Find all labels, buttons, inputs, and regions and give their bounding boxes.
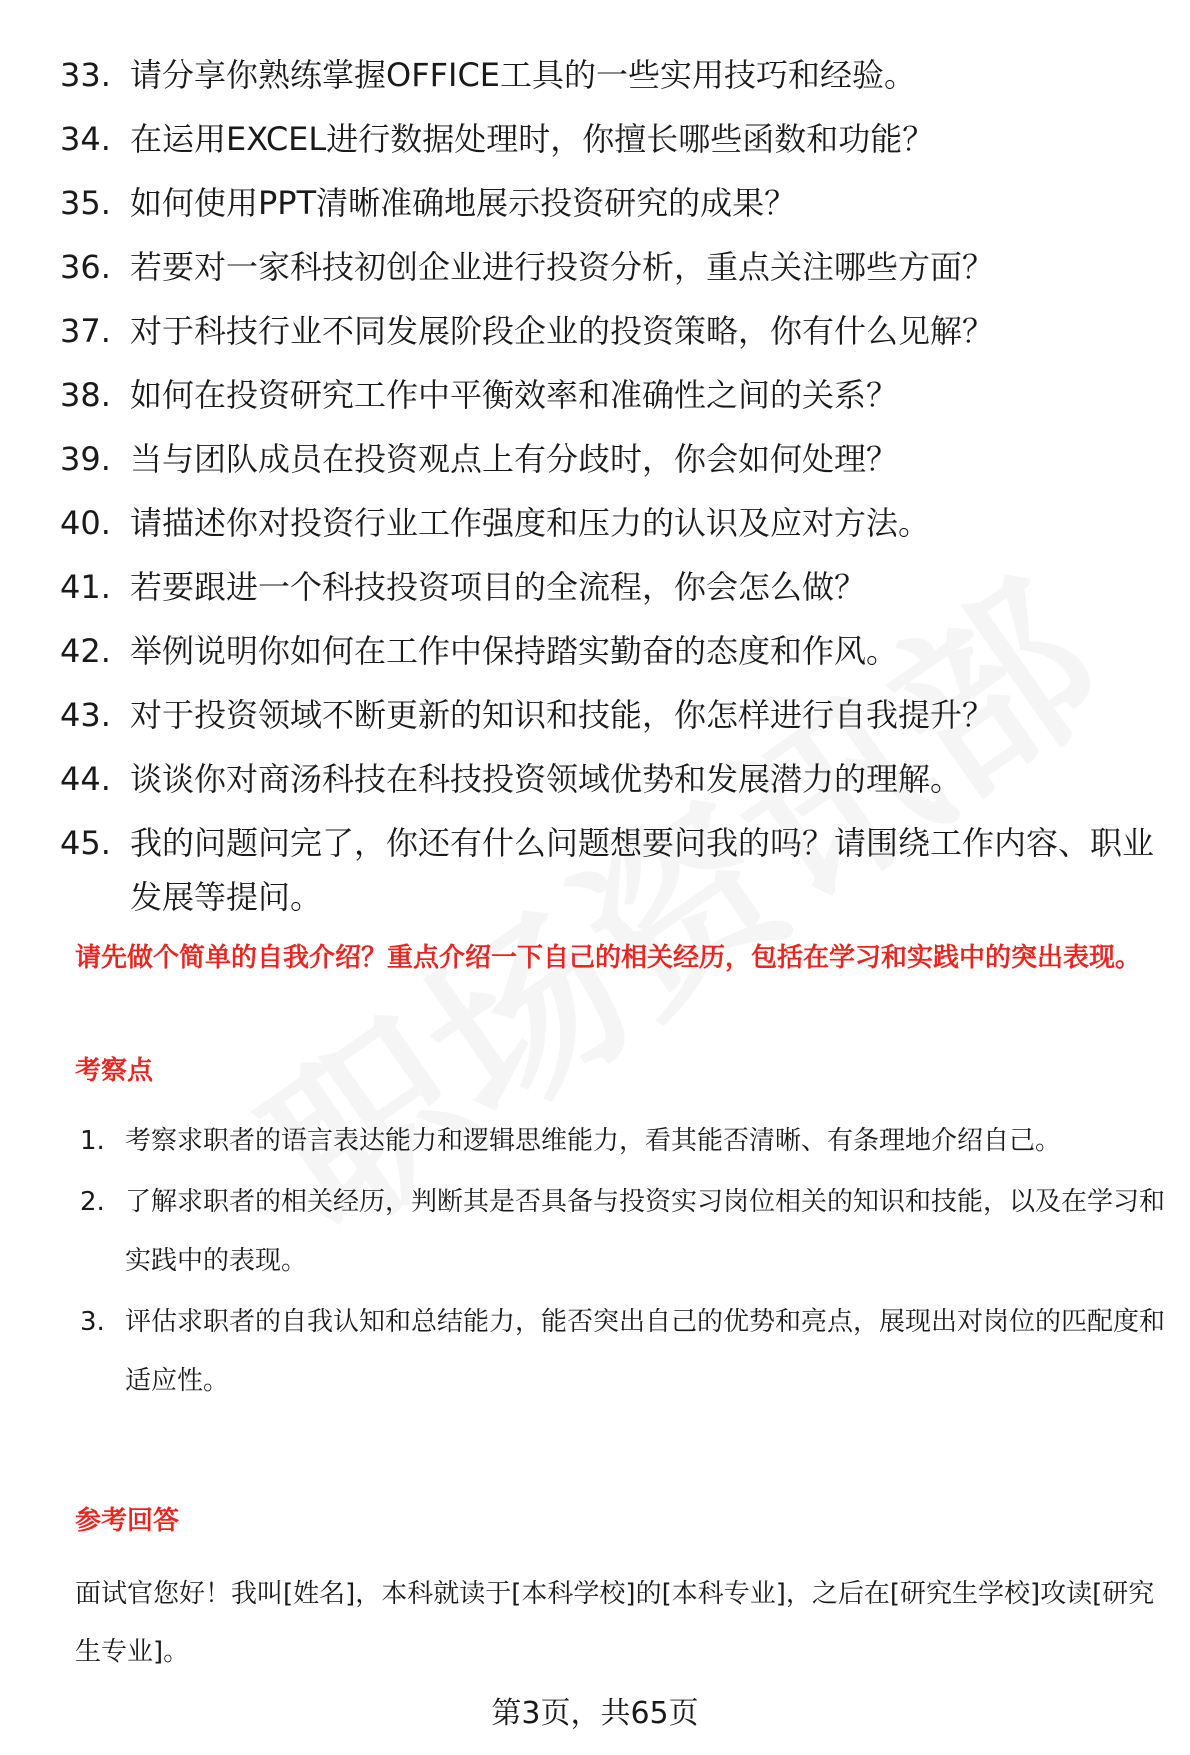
question-item — [60, 624, 1160, 678]
question-item — [60, 112, 1160, 166]
point-number: 2. — [80, 1187, 105, 1217]
question-text: 对于投资领域不断更新的知识和技能，你怎样进行自我提升？ — [130, 696, 995, 734]
question-number: 36. — [60, 248, 111, 286]
point-item — [80, 1293, 1165, 1411]
point-item — [80, 1173, 1165, 1291]
question-text: 在运用EXCEL进行数据处理时，你擅长哪些函数和功能？ — [130, 120, 935, 158]
question-number: 35. — [60, 184, 111, 222]
point-text: 评估求职者的自我认知和总结能力，能否突出自己的优势和亮点，展现出对岗位的匹配度和适应性。 — [125, 1307, 1166, 1396]
question-text: 我的问题问完了，你还有什么问题想要问我的吗？请围绕工作内容、职业发展等提问。 — [130, 824, 1155, 916]
question-number: 39. — [60, 440, 111, 478]
question-number: 41. — [60, 568, 111, 606]
question-text: 请分享你熟练掌握OFFICE工具的一些实用技巧和经验。 — [130, 56, 917, 94]
question-text: 举例说明你如何在工作中保持踏实勤奋的态度和作风。 — [130, 632, 899, 670]
question-text: 如何在投资研究工作中平衡效率和准确性之间的关系？ — [130, 376, 899, 414]
question-item — [60, 368, 1160, 422]
question-number: 34. — [60, 120, 111, 158]
interview-question-heading: 请先做个简单的自我介绍？重点介绍一下自己的相关经历，包括在学习和实践中的突出表现。 — [75, 943, 1142, 973]
points-title: 考察点 — [75, 1056, 154, 1086]
question-text: 若要跟进一个科技投资项目的全流程，你会怎么做？ — [130, 568, 867, 606]
answer-title: 参考回答 — [75, 1506, 180, 1536]
question-item — [60, 688, 1160, 742]
point-number: 1. — [80, 1126, 105, 1156]
question-number: 43. — [60, 696, 111, 734]
question-item — [60, 752, 1160, 806]
reference-answer: 面试官您好！我叫[姓名]，本科就读于[本科学校]的[本科专业]，之后在[研究生学校]攻读[研究生专业]。 — [75, 1579, 1155, 1667]
question-text: 请描述你对投资行业工作强度和压力的认识及应对方法。 — [130, 504, 931, 542]
question-item — [60, 816, 1160, 924]
question-item — [60, 432, 1160, 486]
question-list — [60, 48, 1160, 934]
question-text: 谈谈你对商汤科技在科技投资领域优势和发展潜力的理解。 — [130, 760, 963, 798]
question-item — [60, 176, 1160, 230]
point-item — [80, 1112, 1165, 1171]
question-number: 40. — [60, 504, 111, 542]
question-text: 如何使用PPT清晰准确地展示投资研究的成果？ — [130, 184, 797, 222]
question-text: 当与团队成员在投资观点上有分歧时，你会如何处理？ — [130, 440, 899, 478]
point-text: 考察求职者的语言表达能力和逻辑思维能力，看其能否清晰、有条理地介绍自己。 — [125, 1126, 1062, 1156]
question-item — [60, 560, 1160, 614]
question-number: 44. — [60, 760, 111, 798]
question-number: 45. — [60, 824, 111, 862]
question-item — [60, 48, 1160, 102]
question-text: 若要对一家科技初创企业进行投资分析，重点关注哪些方面？ — [130, 248, 995, 286]
question-item — [60, 240, 1160, 294]
question-number: 33. — [60, 56, 111, 94]
point-text: 了解求职者的相关经历，判断其是否具备与投资实习岗位相关的知识和技能，以及在学习和实践中的表现。 — [125, 1187, 1166, 1276]
question-number: 37. — [60, 312, 111, 350]
question-text: 对于科技行业不同发展阶段企业的投资策略，你有什么见解？ — [130, 312, 995, 350]
point-number: 3. — [80, 1307, 105, 1337]
question-item — [60, 304, 1160, 358]
page-footer: 第3页，共65页 — [491, 1696, 699, 1731]
question-number: 42. — [60, 632, 111, 670]
question-number: 38. — [60, 376, 111, 414]
points-list — [80, 1112, 1165, 1413]
question-item — [60, 496, 1160, 550]
